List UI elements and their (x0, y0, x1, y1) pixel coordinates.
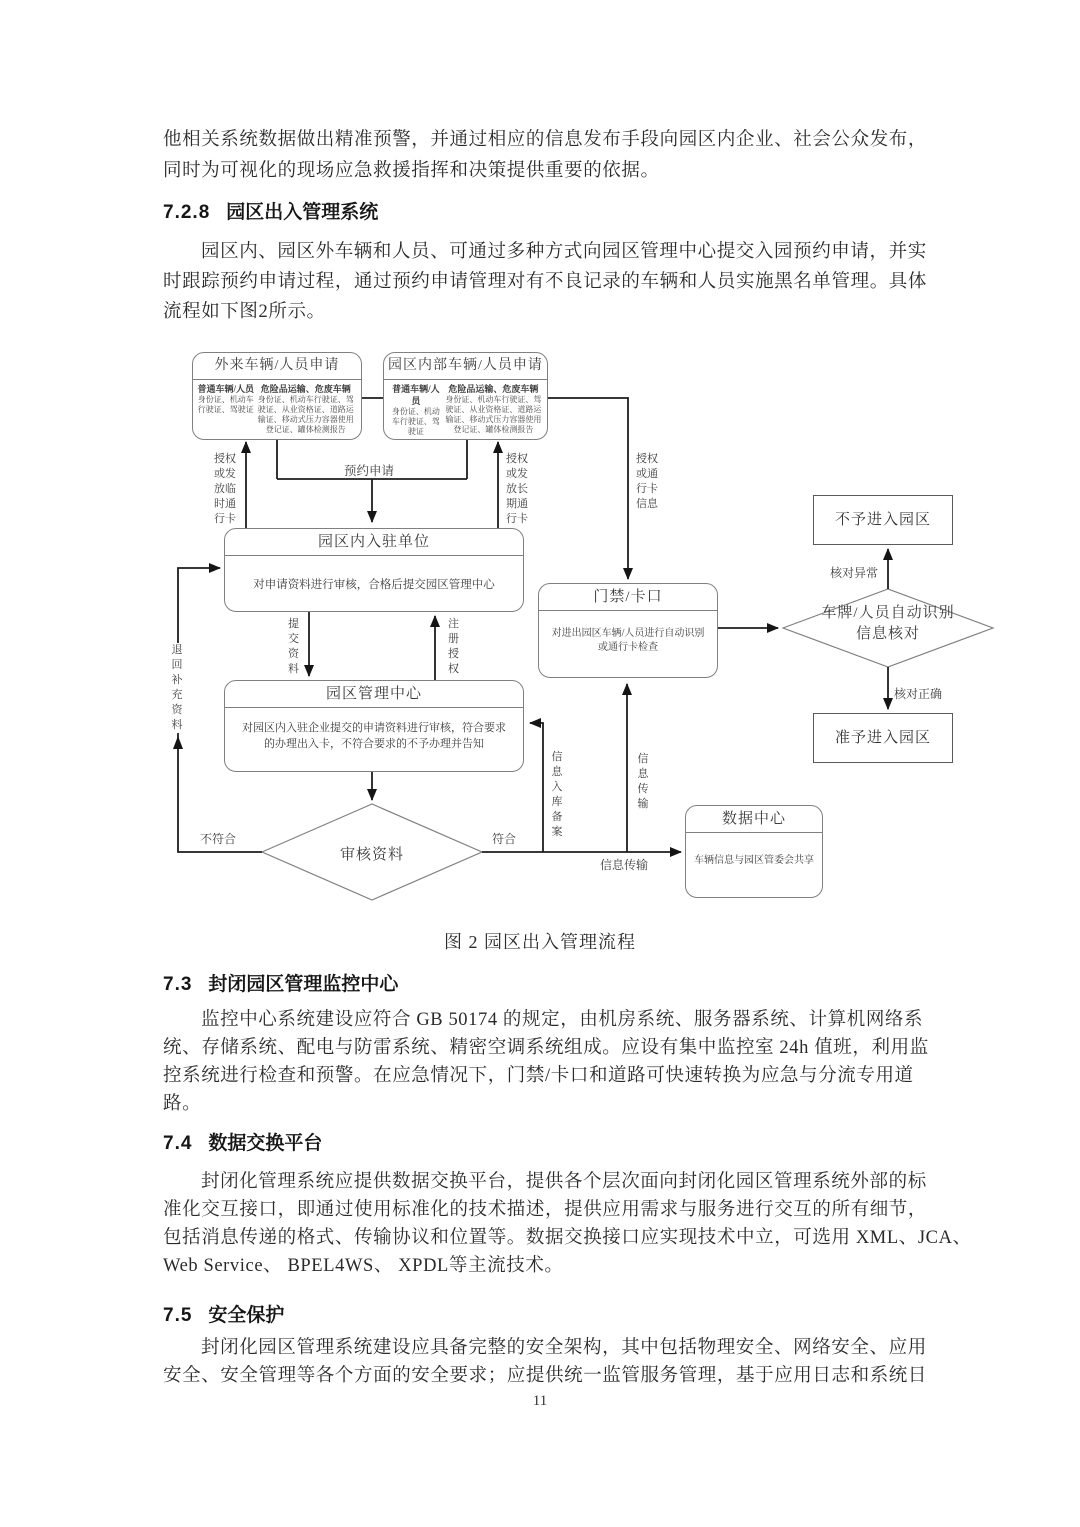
intro-line: 同时为可视化的现场应急救援指挥和决策提供重要的依据。 (163, 161, 660, 181)
paragraph-line: 统、存储系统、配电与防雷系统、精密空调系统组成。应设有集中监控室 24h 值班，利用监 (163, 1038, 929, 1058)
paragraph-line: 安全、安全管理等各个方面的安全要求；应提供统一监管服务管理，基于应用日志和系统日 (163, 1366, 928, 1386)
ordinary-vehicle-column (197, 383, 255, 435)
edge-label-info-store: 信息入库备案 (551, 751, 563, 838)
paragraph-line: 监控中心系统建设应符合 GB 50174 的规定，由机房系统、服务器系统、计算机网络系 (201, 1010, 924, 1030)
node-title: 数据中心 (686, 806, 822, 833)
edge-label-auth-card-info: 授权或通行卡信息 (636, 453, 658, 510)
page-number: 11 (532, 1393, 548, 1409)
edge-label-auth-temp-card: 授权或发放临时通行卡 (214, 453, 236, 525)
paragraph-line: 封闭化管理系统应提供数据交换平台，提供各个层次面向封闭化园区管理系统外部的标 (201, 1172, 927, 1192)
paragraph-line: 流程如下图2所示。 (163, 302, 326, 322)
column-header: 危险品运输、危废车辆 (448, 384, 539, 394)
paragraph-line: 时跟踪预约申请过程，通过预约申请管理对有不良记录的车辆和人员实施黑名单管理。具体 (163, 272, 928, 292)
node-external-application (192, 352, 362, 440)
edge-label-info-transfer-vertical: 信息传输 (637, 753, 649, 810)
heading-7-5 (163, 1300, 284, 1327)
edge-label-check-abnormal: 核对异常 (830, 566, 879, 580)
heading-number: 7.4 (163, 1133, 193, 1154)
heading-7-3 (163, 969, 398, 996)
paragraph-line: 控系统进行检查和预警。在应急情况下，门禁/卡口和道路可快速转换为应急与分流专用道 (163, 1066, 914, 1086)
node-data-center (685, 805, 823, 898)
paragraph-line: 路。 (163, 1094, 202, 1114)
edge-label-not-match: 不符合 (200, 832, 237, 846)
node-deny-entry: 不予进入园区 (813, 495, 953, 545)
heading-7-4 (163, 1128, 322, 1155)
edge-label-info-transfer-horizontal: 信息传输 (600, 858, 649, 872)
idcheck-line1: 车牌/人员自动识别 (821, 605, 955, 621)
ordinary-vehicle-column (388, 383, 444, 437)
edge-label-match: 符合 (492, 832, 517, 846)
node-title: 门禁/卡口 (539, 584, 717, 611)
edge-label-booking: 预约申请 (344, 464, 395, 478)
intro-line: 他相关系统数据做出精准预警，并通过相应的信息发布手段向园区内企业、社会公众发布， (163, 130, 928, 150)
idcheck-diamond-label (790, 603, 986, 645)
node-title: 园区内部车辆/人员申请 (384, 353, 547, 380)
node-body: 对进出园区车辆/人员进行自动识别或通行卡检查 (551, 628, 705, 653)
column-header: 普通车辆/人员 (197, 384, 255, 394)
node-internal-application (383, 352, 548, 440)
return-line-arrowhead (173, 736, 183, 749)
node-gate-checkpoint (538, 583, 718, 678)
paragraph-line: 园区内、园区外车辆和人员、可通过多种方式向园区管理中心提交入园预约申请，并实 (201, 242, 927, 262)
hazmat-vehicle-column (444, 383, 543, 437)
edge-label-submit-docs: 提交资料 (288, 618, 299, 675)
paragraph-line: Web Service、 BPEL4WS、 XPDL等主流技术。 (163, 1256, 564, 1276)
heading-title: 安全保护 (208, 1305, 285, 1326)
edge-label-check-correct: 核对正确 (894, 687, 943, 701)
review-diamond-label: 审核资料 (339, 847, 404, 863)
heading-title: 封闭园区管理监控中心 (208, 974, 399, 995)
heading-title: 园区出入管理系统 (226, 202, 379, 223)
node-body: 对园区内入驻企业提交的申请资料进行审核，符合要求的办理出入卡，不符合要求的不予办理并告知 (242, 722, 506, 750)
column-body: 身份证、机动车行驶证、驾驶证、从业资格证、道路运输证、移动式压力容器使用登记证、罐体检测报告 (445, 395, 542, 434)
column-header: 危险品运输、危废车辆 (260, 384, 351, 394)
paragraph-line: 准化交互接口，即通过使用标准化的技术描述，提供应用需求与服务进行交互的所有细节， (163, 1200, 928, 1220)
node-resident-unit (224, 528, 524, 612)
node-body: 车辆信息与园区管委会共享 (694, 855, 814, 866)
heading-number: 7.2.8 (163, 202, 211, 223)
heading-number: 7.5 (163, 1305, 193, 1326)
node-allow-entry: 准予进入园区 (813, 713, 953, 763)
hazmat-vehicle-column (255, 383, 357, 435)
node-body: 对申请资料进行审核，合格后提交园区管理中心 (253, 579, 495, 591)
node-management-center (224, 680, 524, 772)
heading-title: 数据交换平台 (208, 1133, 323, 1154)
edge-label-return-docs: 退回补充资料 (171, 644, 183, 731)
figure-caption: 图 2 园区出入管理流程 (444, 932, 636, 952)
edge-label-auth-long-card: 授权或发放长期通行卡 (506, 453, 528, 525)
paragraph-line: 封闭化园区管理系统建设应具备完整的安全架构，其中包括物理安全、网络安全、应用 (201, 1338, 927, 1358)
node-title: 园区内入驻单位 (225, 529, 523, 556)
paragraph-line: 包括消息传递的格式、传输协议和位置等。数据交换接口应实现技术中立，可选用 XML、JCA、 (163, 1228, 972, 1248)
edge-label-register-auth: 注册授权 (448, 618, 459, 675)
node-title: 外来车辆/人员申请 (193, 353, 361, 380)
heading-number: 7.3 (163, 974, 193, 995)
node-title: 园区管理中心 (225, 681, 523, 708)
column-body: 身份证、机动车行驶证、驾驶证、从业资格证、道路运输证、移动式压力容器使用登记证、罐体检测报告 (257, 395, 354, 434)
column-body: 身份证、机动车行驶证、驾驶证 (197, 395, 254, 414)
column-body: 身份证、机动车行驶证、驾驶证 (391, 407, 440, 436)
column-header: 普通车辆/人员 (392, 384, 440, 406)
idcheck-line2: 信息核对 (855, 626, 920, 642)
